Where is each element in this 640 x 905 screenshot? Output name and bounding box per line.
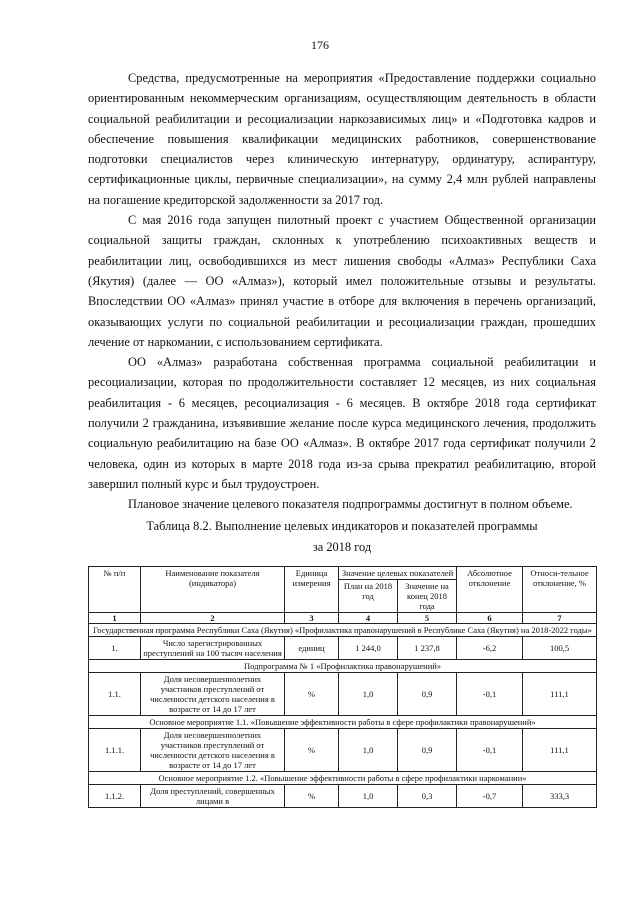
cell-abs-dev: -0,1 [457,729,523,772]
cell-name: Число зарегистрированных преступлений на 100 тысяч населения [141,637,285,660]
cell-abs-dev: -0,7 [457,785,523,808]
subprogram-title-cell: Подпрограмма № 1 «Профилактика правонарушений» [89,660,597,673]
table-row-main-activity [89,772,597,785]
cell-plan: 1 244,0 [339,637,398,660]
column-number: 4 [339,613,398,624]
cell-name: Доля несовершеннолетних участников преступлений от численности детского населения в возрасте от 14 до 17 лет [141,729,285,772]
cell-plan: 1,0 [339,673,398,716]
paragraph-2: С мая 2016 года запущен пилотный проект с участием Общественной организации социальной защиты граждан, склонных к употреблению психоактивных веществ и реабилитации лиц, освободившихся из мест лишения свободы «Алмаз» Республики Саха (Якутия) (далее — ОО «Алмаз»), который имел положительные отзывы и результаты. Впоследствии ОО «Алмаз» принял участие в отборе для включения в перечень организаций, оказывающих услуги по социальной реабилитации и ресоциализации граждан, прошедших лечение от наркомании, с использованием сертификата. [88,213,596,349]
cell-fact: 0,9 [398,729,457,772]
column-number: 7 [523,613,597,624]
table-row [89,785,597,808]
table-row-main-activity [89,716,597,729]
page-number: 176 [311,38,329,52]
header-num: № п/п [89,567,141,613]
table-row-subprogram [89,660,597,673]
paragraph-1: Средства, предусмотренные на мероприятия «Предоставление поддержки социально ориентированным некоммерческим организациям, осуществляющим деятельность в области социальной реабилитации и ресоциализации наркозависимых лиц» и «Подготовка кадров и обеспечение повышения квалификации медицинских работников, совершенствование подготовки специалистов через клиническую интернатуру, ординатуру, аспирантуру, сертификационные циклы, первичные специализации», на сумму 2,4 млн рублей направлены на погашение кредиторской задолженности за 2017 год. [88,71,596,207]
header-fact: Значение на конец 2018 года [398,580,457,613]
table-caption-line-2: за 2018 год [312,540,372,554]
table-row [89,637,597,660]
column-number: 2 [141,613,285,624]
header-rel-dev: Относи-тельное отклонение, % [523,567,597,613]
cell-fact: 1 237,8 [398,637,457,660]
table-row [89,729,597,772]
header-abs-dev: Абсолютное отклонение [457,567,523,613]
column-number: 5 [398,613,457,624]
table-row-program [89,624,597,637]
body-text [88,68,596,515]
cell-plan: 1,0 [339,729,398,772]
cell-num: 1.1.1. [89,729,141,772]
paragraph-4: Плановое значение целевого показателя подпрограммы достигнут в полном объеме. [128,497,573,512]
cell-name: Доля несовершеннолетних участников преступлений от численности детского населения в возрасте от 14 до 17 лет [141,673,285,716]
header-name: Наименование показателя (индикатора) [141,567,285,613]
header-values-group: Значение целевых показателей [339,567,457,580]
cell-num: 1.1. [89,673,141,716]
cell-name: Доля преступлений, совершенных лицами в [141,785,285,808]
cell-unit: % [285,673,339,716]
cell-rel-dev: 100,5 [523,637,597,660]
cell-fact: 0,9 [398,673,457,716]
cell-unit: единиц [285,637,339,660]
program-title-cell: Государственная программа Республики Саха (Якутия) «Профилактика правонарушений в Республике Саха (Якутия) на 2018-2022 годы» [89,624,597,637]
table-caption [88,516,596,558]
cell-fact: 0,3 [398,785,457,808]
cell-unit: % [285,785,339,808]
cell-abs-dev: -0,1 [457,673,523,716]
table-row [89,673,597,716]
cell-num: 1. [89,637,141,660]
column-number: 3 [285,613,339,624]
column-numbers-row [89,613,597,624]
main-activity-title-cell: Основное мероприятие 1.1. «Повышение эффективности работы в сфере профилактики правонарушений» [89,716,597,729]
cell-rel-dev: 111,1 [523,673,597,716]
cell-plan: 1,0 [339,785,398,808]
cell-num: 1.1.2. [89,785,141,808]
paragraph-3: ОО «Алмаз» разработана собственная программа социальной реабилитации и ресоциализации, которая по продолжительности составляет 12 месяцев, из них социальная реабилитация - 6 месяцев, ресоциализация - 6 месяцев. В октябре 2018 года сертификат получили 2 гражданина, изъявившие желание после курса медицинского лечения, продолжить социальную реабилитацию на базе ОО «Алмаз». В октябре 2017 года сертификат получили 2 человека, один из которых в марте 2018 года из-за срыва прекратил реабилитацию, второй завершил полный курс и был трудоустроен. [88,355,596,491]
header-unit: Единица измерения [285,567,339,613]
cell-rel-dev: 333,3 [523,785,597,808]
table-caption-line-1: Таблица 8.2. Выполнение целевых индикаторов и показателей программы [146,519,538,533]
cell-abs-dev: -6,2 [457,637,523,660]
column-number: 6 [457,613,523,624]
table-header-row [89,567,597,580]
header-plan: План на 2018 год [339,580,398,613]
column-number: 1 [89,613,141,624]
cell-rel-dev: 111,1 [523,729,597,772]
main-activity-title-cell: Основное мероприятие 1.2. «Повышение эффективности работы в сфере профилактики наркомании» [89,772,597,785]
cell-unit: % [285,729,339,772]
indicators-table [88,566,597,808]
